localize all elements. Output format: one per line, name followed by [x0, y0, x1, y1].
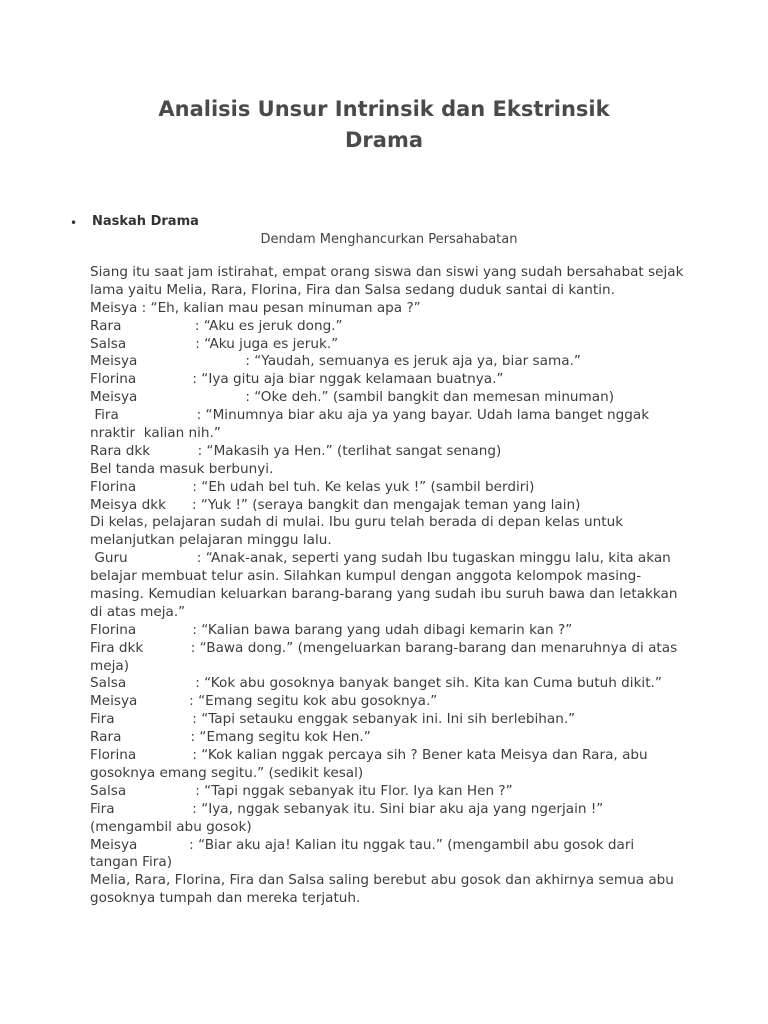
script-line: gosoknya emang segitu.” (sedikit kesal): [90, 764, 364, 781]
script-line: Fira : “Tapi setauku enggak sebanyak ini. Ini sih berlebihan.”: [90, 711, 576, 728]
script-line: Melia, Rara, Florina, Fira dan Salsa saling berebut abu gosok dan akhirnya semua abu: [90, 872, 674, 889]
script-line: melanjutkan pelajaran minggu lalu.: [90, 532, 332, 549]
section-heading: Naskah Drama: [92, 214, 199, 229]
script-line: Di kelas, pelajaran sudah di mulai. Ibu guru telah berada di depan kelas untuk: [90, 514, 624, 531]
script-line: Meisya : “Biar aku aja! Kalian itu nggak tau.” (mengambil abu gosok dari: [90, 836, 635, 853]
bullet-icon: •: [70, 216, 78, 230]
script-line: Meisya dkk : “Yuk !” (seraya bangkit dan mengajak teman yang lain): [90, 496, 581, 513]
script-line: nraktir kalian nih.”: [90, 425, 221, 442]
script-line: Florina : “Iya gitu aja biar nggak kelamaan buatnya.”: [90, 371, 504, 388]
script-line: Salsa : “Aku juga es jeruk.”: [90, 335, 339, 352]
script-line: Rara dkk : “Makasih ya Hen.” (terlihat sangat senang): [90, 442, 502, 459]
story-title-text: Dendam Menghancurkan Persahabatan: [260, 232, 518, 247]
script-line: Siang itu saat jam istirahat, empat orang siswa dan siswi yang sudah bersahabat sejak: [90, 264, 684, 280]
script-line: Salsa : “Tapi nggak sebanyak itu Flor. Iya kan Hen ?”: [90, 782, 513, 799]
script-line: Meisya : “Yaudah, semuanya es jeruk aja ya, biar sama.”: [90, 353, 581, 370]
script-line: di atas meja.”: [90, 603, 186, 620]
story-title: [0, 231, 768, 249]
script-line: Florina : “Kalian bawa barang yang udah dibagi kemarin kan ?”: [90, 621, 573, 638]
script-line: Florina : “Kok kalian nggak percaya sih ? Bener kata Meisya dan Rara, abu: [90, 747, 648, 764]
script-body: [90, 264, 690, 908]
script-line: Meisya : “Eh, kalian mau pesan minuman apa ?”: [90, 299, 421, 316]
script-line: (mengambil abu gosok): [90, 818, 252, 835]
script-line: Florina : “Eh udah bel tuh. Ke kelas yuk !” (sambil berdiri): [90, 478, 535, 495]
script-line: Fira : “Iya, nggak sebanyak itu. Sini biar aku aja yang ngerjain !”: [90, 800, 604, 817]
script-line: Meisya : “Emang segitu kok abu gosoknya.”: [90, 693, 438, 710]
script-line: masing. Kemudian keluarkan barang-barang yang sudah ibu suruh bawa dan letakkan: [90, 586, 678, 603]
script-line: belajar membuat telur asin. Silahkan kumpul dengan anggota kelompok masing-: [90, 568, 642, 585]
document-title-line-1: Analisis Unsur Intrinsik dan Ekstrinsik: [158, 97, 610, 121]
script-line: Fira : “Minumnya biar aku aja ya yang bayar. Udah lama banget nggak: [90, 407, 650, 424]
script-line: meja): [90, 657, 130, 674]
document-title-line-2: Drama: [344, 128, 423, 152]
script-line: Meisya : “Oke deh.” (sambil bangkit dan memesan minuman): [90, 389, 615, 406]
script-line: Guru : “Anak-anak, seperti yang sudah Ibu tugaskan minggu lalu, kita akan: [90, 550, 671, 567]
script-line: Salsa : “Kok abu gosoknya banyak banget sih. Kita kan Cuma butuh dikit.”: [90, 675, 662, 692]
script-line: Rara : “Emang segitu kok Hen.”: [90, 729, 371, 746]
script-line: gosoknya tumpah dan mereka terjatuh.: [90, 890, 361, 907]
script-line: Bel tanda masuk berbunyi.: [90, 460, 274, 477]
script-line: Fira dkk : “Bawa dong.” (mengeluarkan barang-barang dan menaruhnya di atas: [90, 639, 678, 656]
script-line: Rara : “Aku es jeruk dong.”: [90, 317, 343, 334]
script-line: lama yaitu Melia, Rara, Florina, Fira dan Salsa sedang duduk santai di kantin.: [90, 281, 615, 298]
script-line: tangan Fira): [90, 854, 173, 871]
